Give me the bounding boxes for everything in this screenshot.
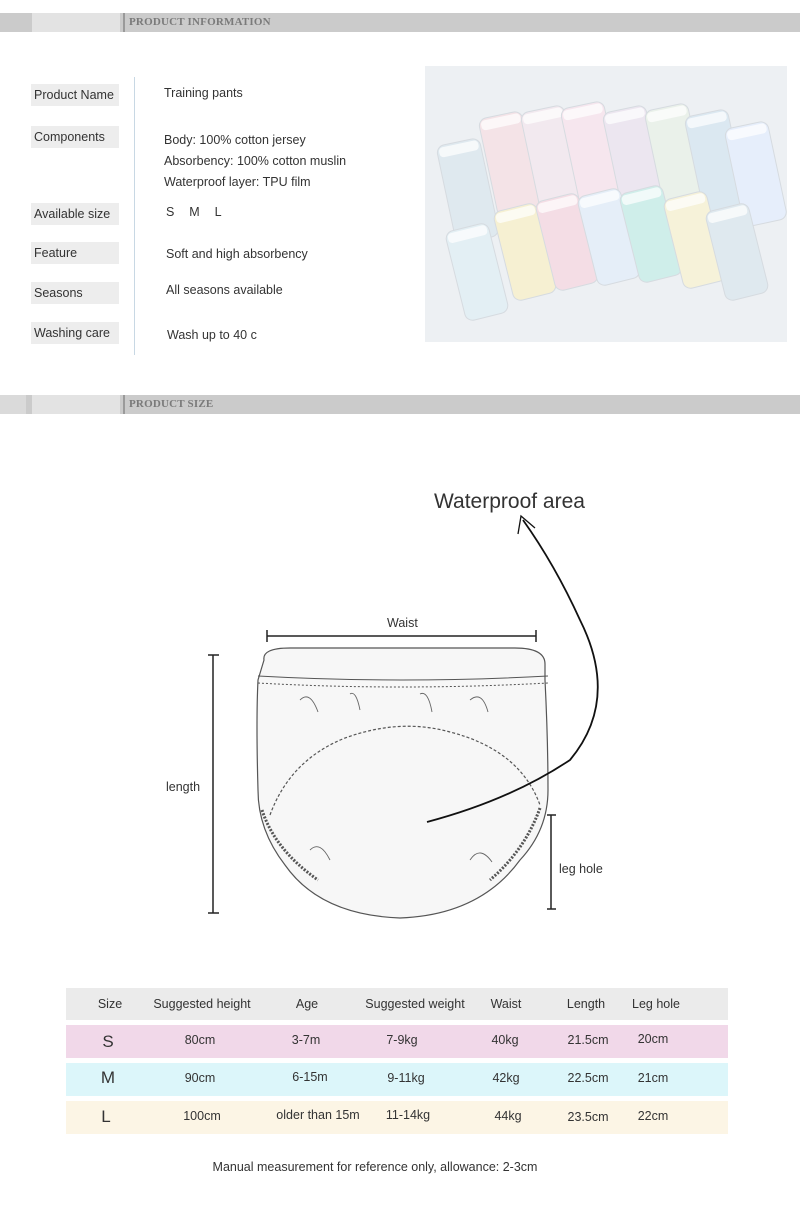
row-age: 6-15m bbox=[292, 1070, 328, 1084]
row-waist: 40kg bbox=[491, 1033, 519, 1047]
info-section-bar-light bbox=[32, 13, 120, 32]
header-age: Age bbox=[295, 997, 319, 1011]
value-component-absorbency: Absorbency: 100% cotton muslin bbox=[164, 154, 347, 168]
header-leg-hole: Leg hole bbox=[632, 997, 680, 1011]
value-available-size: S M L bbox=[166, 205, 222, 219]
value-feature: Soft and high absorbency bbox=[166, 247, 308, 261]
row-weight: 11-14kg bbox=[385, 1108, 431, 1122]
row-size: L bbox=[101, 1107, 111, 1126]
product-photo bbox=[425, 66, 787, 342]
info-section-title: PRODUCT INFORMATION bbox=[129, 13, 271, 32]
label-components: Components bbox=[31, 126, 119, 148]
row-leg-hole: 20cm bbox=[637, 1032, 669, 1046]
header-waist: Waist bbox=[490, 997, 522, 1011]
header-suggested-height: Suggested height bbox=[153, 997, 251, 1011]
waist-label: Waist bbox=[387, 616, 418, 630]
row-size: S bbox=[102, 1032, 114, 1051]
row-height: 90cm bbox=[184, 1071, 216, 1085]
size-section-bar-light-left bbox=[0, 395, 26, 414]
row-height: 80cm bbox=[184, 1033, 216, 1047]
label-feature: Feature bbox=[31, 242, 119, 264]
length-label: length bbox=[166, 780, 201, 794]
info-section-bar bbox=[0, 13, 800, 32]
table-row-l bbox=[66, 1101, 728, 1134]
size-diagram bbox=[0, 440, 800, 960]
measurement-note: Manual measurement for reference only, allowance: 2-3cm bbox=[212, 1160, 538, 1174]
table-row-s bbox=[66, 1025, 728, 1058]
row-weight: 7-9kg bbox=[386, 1033, 418, 1047]
value-component-body: Body: 100% cotton jersey bbox=[164, 133, 306, 147]
label-product-name: Product Name bbox=[31, 84, 119, 106]
row-weight: 9-11kg bbox=[387, 1071, 425, 1085]
info-divider bbox=[134, 77, 135, 355]
size-table-header bbox=[66, 988, 728, 1020]
value-seasons: All seasons available bbox=[166, 283, 283, 297]
row-age: 3-7m bbox=[291, 1033, 321, 1047]
label-seasons: Seasons bbox=[31, 282, 119, 304]
header-size: Size bbox=[97, 997, 123, 1011]
training-pants-photo-illustration bbox=[425, 66, 787, 342]
label-washing-care: Washing care bbox=[31, 322, 119, 344]
size-section-title: PRODUCT SIZE bbox=[129, 395, 213, 414]
row-length: 21.5cm bbox=[567, 1033, 609, 1047]
header-length: Length bbox=[566, 997, 606, 1011]
value-component-waterproof: Waterproof layer: TPU film bbox=[164, 175, 311, 189]
size-section-bar bbox=[0, 395, 800, 414]
row-leg-hole: 21cm bbox=[637, 1071, 669, 1085]
value-product-name: Training pants bbox=[164, 86, 243, 100]
leg-hole-label: leg hole bbox=[559, 862, 603, 876]
table-row-m bbox=[66, 1063, 728, 1096]
row-leg-hole: 22cm bbox=[637, 1109, 669, 1123]
size-section-bar-light bbox=[32, 395, 120, 414]
row-waist: 42kg bbox=[492, 1071, 520, 1085]
row-waist: 44kg bbox=[494, 1109, 522, 1123]
header-suggested-weight: Suggested weight bbox=[365, 997, 465, 1011]
row-length: 22.5cm bbox=[567, 1071, 609, 1085]
row-length: 23.5cm bbox=[567, 1110, 609, 1124]
row-age: older than 15m bbox=[276, 1108, 360, 1122]
waterproof-area-label: Waterproof area bbox=[434, 490, 585, 513]
row-height: 100cm bbox=[183, 1109, 221, 1123]
label-available-size: Available size bbox=[31, 203, 119, 225]
row-size: M bbox=[100, 1068, 116, 1087]
value-washing-care: Wash up to 40 c bbox=[167, 328, 257, 342]
